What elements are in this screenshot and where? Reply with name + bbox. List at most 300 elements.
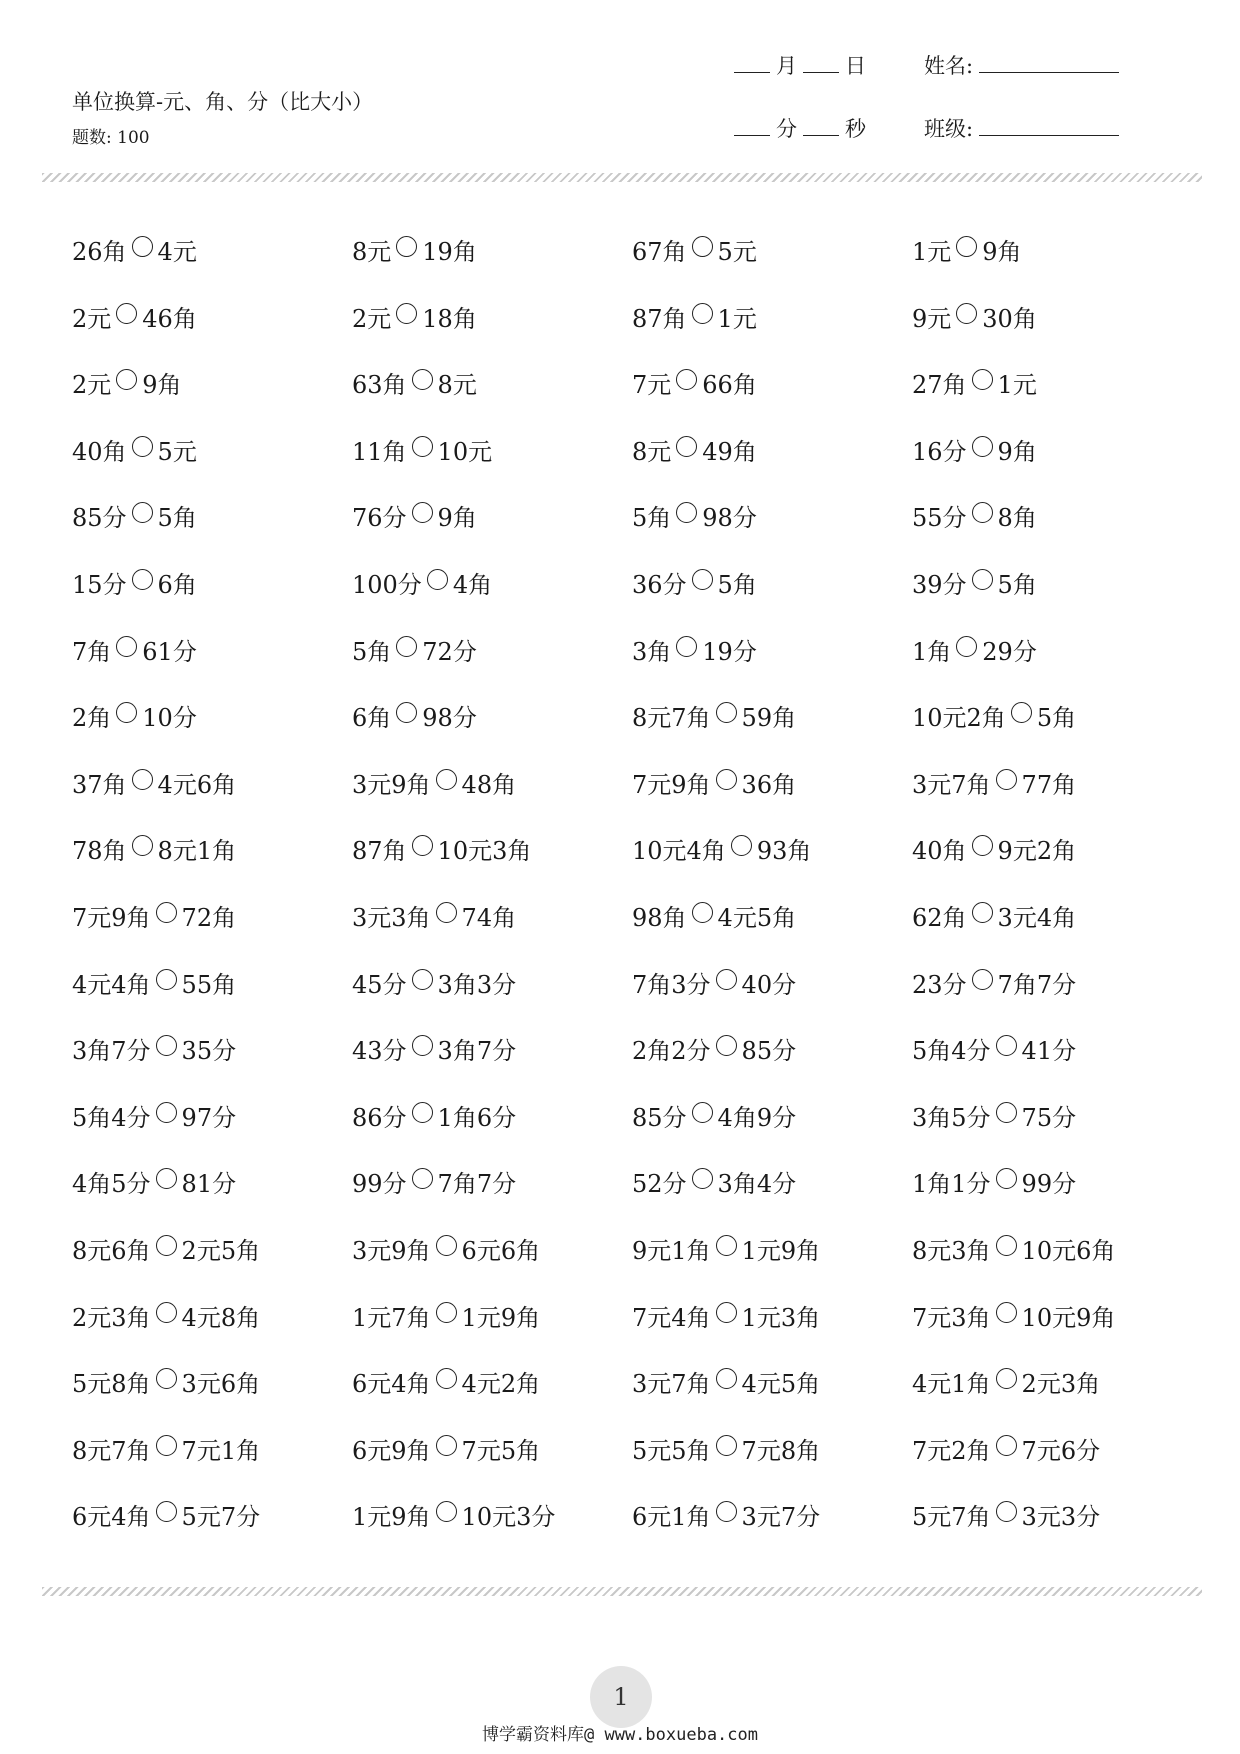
answer-circle[interactable] bbox=[412, 835, 433, 856]
answer-circle[interactable] bbox=[996, 1435, 1017, 1456]
name-field bbox=[924, 50, 1119, 80]
right-amount: 9角 bbox=[437, 504, 477, 533]
answer-circle[interactable] bbox=[716, 1302, 737, 1323]
answer-circle[interactable] bbox=[956, 303, 977, 324]
comparison-problem bbox=[912, 965, 1192, 1032]
answer-circle[interactable] bbox=[996, 1102, 1017, 1123]
left-amount: 3元9角 bbox=[352, 1236, 431, 1265]
left-amount: 15分 bbox=[72, 570, 127, 599]
left-amount: 7元9角 bbox=[72, 903, 151, 932]
right-amount: 6元6角 bbox=[461, 1236, 541, 1265]
comparison-problem bbox=[632, 1497, 912, 1564]
right-amount: 5角 bbox=[1036, 704, 1077, 733]
left-amount: 45分 bbox=[352, 970, 407, 999]
comparison-problem bbox=[72, 498, 352, 565]
answer-circle[interactable] bbox=[156, 1501, 177, 1522]
left-amount: 1角1分 bbox=[912, 1170, 991, 1199]
answer-circle[interactable] bbox=[412, 502, 433, 523]
right-amount: 2元5角 bbox=[181, 1236, 261, 1265]
answer-circle[interactable] bbox=[132, 835, 153, 856]
answer-circle[interactable] bbox=[972, 569, 993, 590]
answer-circle[interactable] bbox=[132, 236, 153, 257]
comparison-problem bbox=[632, 632, 912, 699]
comparison-problem bbox=[632, 831, 912, 898]
right-amount: 5元 bbox=[717, 238, 757, 266]
comparison-problem bbox=[912, 765, 1192, 832]
answer-circle[interactable] bbox=[412, 1168, 433, 1189]
right-amount: 10元 bbox=[437, 437, 493, 466]
comparison-problem bbox=[912, 232, 1192, 299]
left-amount: 7元 bbox=[632, 371, 672, 400]
comparison-problem bbox=[72, 432, 352, 499]
comparison-problem bbox=[72, 299, 352, 366]
answer-circle[interactable] bbox=[412, 436, 433, 457]
left-amount: 6元4角 bbox=[352, 1370, 431, 1399]
answer-circle[interactable] bbox=[396, 236, 417, 257]
left-amount: 8元3角 bbox=[912, 1236, 991, 1265]
answer-circle[interactable] bbox=[396, 702, 417, 723]
right-amount: 3角3分 bbox=[437, 970, 517, 999]
answer-circle[interactable] bbox=[156, 1102, 177, 1123]
right-amount: 36角 bbox=[741, 770, 797, 799]
class-field bbox=[924, 113, 1119, 143]
footer-watermark: 博学霸资料库@ www.boxueba.com bbox=[482, 1725, 758, 1745]
right-amount: 59角 bbox=[741, 704, 797, 733]
left-amount: 2元 bbox=[72, 371, 112, 400]
comparison-problem bbox=[352, 432, 632, 499]
left-amount: 9元1角 bbox=[632, 1236, 711, 1265]
right-amount: 93角 bbox=[756, 837, 812, 866]
time-field bbox=[728, 113, 866, 143]
comparison-problem bbox=[912, 1031, 1192, 1098]
answer-circle[interactable] bbox=[156, 969, 177, 990]
answer-circle[interactable] bbox=[132, 569, 153, 590]
answer-circle[interactable] bbox=[972, 369, 993, 390]
answer-circle[interactable] bbox=[676, 436, 697, 457]
answer-circle[interactable] bbox=[156, 1435, 177, 1456]
answer-circle[interactable] bbox=[436, 1435, 457, 1456]
problem-grid bbox=[72, 232, 1192, 1564]
right-amount: 7元6分 bbox=[1021, 1436, 1101, 1465]
right-amount: 10元3角 bbox=[437, 837, 532, 866]
left-amount: 7角 bbox=[72, 637, 112, 666]
answer-circle[interactable] bbox=[436, 902, 457, 923]
comparison-problem bbox=[912, 1431, 1192, 1498]
comparison-problem bbox=[912, 632, 1192, 699]
comparison-problem bbox=[72, 565, 352, 632]
comparison-problem bbox=[912, 565, 1192, 632]
left-amount: 2元 bbox=[72, 304, 112, 333]
left-amount: 1元 bbox=[912, 238, 952, 266]
comparison-problem bbox=[632, 1031, 912, 1098]
comparison-problem bbox=[72, 632, 352, 699]
right-amount: 10元9角 bbox=[1021, 1303, 1116, 1332]
left-amount: 3角5分 bbox=[912, 1103, 991, 1132]
left-amount: 3元7角 bbox=[632, 1370, 711, 1399]
month-label: 月 bbox=[776, 54, 797, 78]
comparison-problem bbox=[352, 299, 632, 366]
answer-circle[interactable] bbox=[996, 1302, 1017, 1323]
right-amount: 4角9分 bbox=[717, 1103, 797, 1132]
comparison-problem bbox=[72, 698, 352, 765]
right-amount: 2元3角 bbox=[1021, 1370, 1101, 1399]
comparison-problem bbox=[72, 365, 352, 432]
right-amount: 19角 bbox=[422, 238, 477, 266]
answer-circle[interactable] bbox=[996, 769, 1017, 790]
answer-circle[interactable] bbox=[716, 1435, 737, 1456]
answer-circle[interactable] bbox=[436, 1501, 457, 1522]
left-amount: 6元9角 bbox=[352, 1436, 431, 1465]
comparison-problem bbox=[632, 498, 912, 565]
right-amount: 81分 bbox=[181, 1170, 237, 1199]
answer-circle[interactable] bbox=[116, 369, 137, 390]
right-amount: 18角 bbox=[422, 304, 477, 333]
left-amount: 3元7角 bbox=[912, 770, 991, 799]
answer-circle[interactable] bbox=[676, 502, 697, 523]
right-amount: 3元3分 bbox=[1021, 1503, 1101, 1532]
left-amount: 99分 bbox=[352, 1170, 407, 1199]
right-amount: 8元 bbox=[437, 371, 477, 400]
left-amount: 6元1角 bbox=[632, 1503, 711, 1532]
comparison-problem bbox=[912, 1497, 1192, 1564]
left-amount: 2元3角 bbox=[72, 1303, 151, 1332]
answer-circle[interactable] bbox=[716, 1235, 737, 1256]
page-number: 1 bbox=[590, 1666, 652, 1728]
comparison-problem bbox=[912, 365, 1192, 432]
answer-circle[interactable] bbox=[436, 1368, 457, 1389]
left-amount: 1元9角 bbox=[352, 1503, 431, 1532]
comparison-problem bbox=[72, 1031, 352, 1098]
right-amount: 9角 bbox=[982, 238, 1022, 266]
right-amount: 7角7分 bbox=[437, 1170, 517, 1199]
left-amount: 3角 bbox=[632, 637, 672, 666]
comparison-problem bbox=[632, 365, 912, 432]
left-amount: 7元9角 bbox=[632, 770, 711, 799]
right-amount: 85分 bbox=[741, 1037, 797, 1066]
answer-circle[interactable] bbox=[396, 636, 417, 657]
comparison-problem bbox=[912, 432, 1192, 499]
answer-circle[interactable] bbox=[116, 702, 137, 723]
left-amount: 85分 bbox=[72, 504, 127, 533]
right-amount: 74角 bbox=[461, 903, 517, 932]
answer-circle[interactable] bbox=[972, 902, 993, 923]
right-amount: 10元3分 bbox=[461, 1503, 556, 1532]
right-amount: 7角7分 bbox=[997, 970, 1077, 999]
right-amount: 7元5角 bbox=[461, 1436, 541, 1465]
answer-circle[interactable] bbox=[412, 969, 433, 990]
left-amount: 6元4角 bbox=[72, 1503, 151, 1532]
answer-circle[interactable] bbox=[716, 1501, 737, 1522]
worksheet-header bbox=[0, 0, 1240, 180]
right-amount: 1元9角 bbox=[741, 1236, 821, 1265]
comparison-problem bbox=[632, 1431, 912, 1498]
month-blank[interactable] bbox=[734, 71, 770, 73]
left-amount: 5元7角 bbox=[912, 1503, 991, 1532]
answer-circle[interactable] bbox=[972, 969, 993, 990]
answer-circle[interactable] bbox=[116, 303, 137, 324]
comparison-problem bbox=[352, 565, 632, 632]
class-blank[interactable] bbox=[979, 134, 1119, 136]
comparison-problem bbox=[352, 232, 632, 299]
left-amount: 5角4分 bbox=[72, 1103, 151, 1132]
answer-circle[interactable] bbox=[132, 502, 153, 523]
comparison-problem bbox=[352, 1231, 632, 1298]
answer-circle[interactable] bbox=[692, 569, 713, 590]
comparison-problem bbox=[632, 565, 912, 632]
left-amount: 5元8角 bbox=[72, 1370, 151, 1399]
left-amount: 7元3角 bbox=[912, 1303, 991, 1332]
class-label: 班级: bbox=[924, 117, 974, 141]
left-amount: 2元 bbox=[352, 304, 392, 333]
answer-circle[interactable] bbox=[676, 636, 697, 657]
comparison-problem bbox=[352, 698, 632, 765]
comparison-problem bbox=[352, 1164, 632, 1231]
left-amount: 7角3分 bbox=[632, 970, 711, 999]
comparison-problem bbox=[912, 1231, 1192, 1298]
answer-circle[interactable] bbox=[692, 1168, 713, 1189]
right-amount: 48角 bbox=[461, 770, 517, 799]
second-label: 秒 bbox=[845, 117, 866, 141]
right-amount: 1元3角 bbox=[741, 1303, 821, 1332]
right-amount: 98分 bbox=[422, 704, 477, 733]
answer-circle[interactable] bbox=[156, 1302, 177, 1323]
date-field bbox=[728, 50, 866, 80]
left-amount: 10元4角 bbox=[632, 837, 726, 866]
answer-circle[interactable] bbox=[972, 436, 993, 457]
right-amount: 72分 bbox=[422, 637, 477, 666]
answer-circle[interactable] bbox=[436, 1302, 457, 1323]
left-amount: 3元9角 bbox=[352, 770, 431, 799]
right-amount: 4角 bbox=[452, 570, 493, 599]
answer-circle[interactable] bbox=[716, 1368, 737, 1389]
answer-circle[interactable] bbox=[716, 702, 737, 723]
right-amount: 3角7分 bbox=[437, 1037, 517, 1066]
left-amount: 16分 bbox=[912, 437, 967, 466]
comparison-problem bbox=[632, 232, 912, 299]
left-amount: 36分 bbox=[632, 570, 687, 599]
right-amount: 9角 bbox=[997, 437, 1037, 466]
comparison-problem bbox=[912, 1364, 1192, 1431]
answer-circle[interactable] bbox=[956, 236, 977, 257]
left-amount: 87角 bbox=[352, 837, 407, 866]
comparison-problem bbox=[632, 1231, 912, 1298]
right-amount: 41分 bbox=[1021, 1037, 1077, 1066]
second-blank[interactable] bbox=[803, 134, 839, 136]
left-amount: 7元4角 bbox=[632, 1303, 711, 1332]
answer-circle[interactable] bbox=[996, 1168, 1017, 1189]
comparison-problem bbox=[72, 898, 352, 965]
comparison-problem bbox=[72, 831, 352, 898]
left-amount: 62角 bbox=[912, 903, 967, 932]
minute-label: 分 bbox=[776, 117, 797, 141]
answer-circle[interactable] bbox=[692, 236, 713, 257]
answer-circle[interactable] bbox=[996, 1035, 1017, 1056]
day-label: 日 bbox=[845, 54, 866, 78]
comparison-problem bbox=[632, 1098, 912, 1165]
left-amount: 3角7分 bbox=[72, 1037, 151, 1066]
minute-blank[interactable] bbox=[734, 134, 770, 136]
right-amount: 72角 bbox=[181, 903, 237, 932]
comparison-problem bbox=[632, 432, 912, 499]
left-amount: 67角 bbox=[632, 238, 687, 266]
answer-circle[interactable] bbox=[156, 902, 177, 923]
right-amount: 5角 bbox=[157, 504, 197, 533]
left-amount: 4元1角 bbox=[912, 1370, 991, 1399]
comparison-problem bbox=[352, 632, 632, 699]
answer-circle[interactable] bbox=[996, 1501, 1017, 1522]
right-amount: 4元5角 bbox=[741, 1370, 821, 1399]
right-amount: 4元 bbox=[157, 238, 197, 266]
answer-circle[interactable] bbox=[412, 1102, 433, 1123]
left-amount: 8元 bbox=[352, 238, 392, 266]
left-amount: 8元7角 bbox=[632, 704, 711, 733]
answer-circle[interactable] bbox=[156, 1368, 177, 1389]
answer-circle[interactable] bbox=[716, 969, 737, 990]
comparison-problem bbox=[352, 1364, 632, 1431]
right-amount: 19分 bbox=[702, 637, 757, 666]
comparison-problem bbox=[352, 1431, 632, 1498]
left-amount: 52分 bbox=[632, 1170, 687, 1199]
right-amount: 30角 bbox=[982, 304, 1037, 333]
right-amount: 97分 bbox=[181, 1103, 237, 1132]
left-amount: 5元5角 bbox=[632, 1436, 711, 1465]
worksheet-title: 单位换算-元、角、分（比大小） bbox=[72, 90, 374, 114]
left-amount: 5角 bbox=[632, 504, 672, 533]
right-amount: 4元2角 bbox=[461, 1370, 541, 1399]
comparison-problem bbox=[912, 498, 1192, 565]
comparison-problem bbox=[912, 898, 1192, 965]
comparison-problem bbox=[352, 365, 632, 432]
right-amount: 1角6分 bbox=[437, 1103, 517, 1132]
left-amount: 8元6角 bbox=[72, 1236, 151, 1265]
answer-circle[interactable] bbox=[692, 1102, 713, 1123]
left-amount: 26角 bbox=[72, 238, 127, 266]
comparison-problem bbox=[632, 299, 912, 366]
right-amount: 35分 bbox=[181, 1037, 237, 1066]
answer-circle[interactable] bbox=[676, 369, 697, 390]
right-amount: 3元7分 bbox=[741, 1503, 821, 1532]
right-amount: 75分 bbox=[1021, 1103, 1077, 1132]
comparison-problem bbox=[72, 1497, 352, 1564]
comparison-problem bbox=[72, 232, 352, 299]
question-count: 题数: 100 bbox=[72, 128, 150, 148]
right-amount: 3元6角 bbox=[181, 1370, 261, 1399]
comparison-problem bbox=[72, 1231, 352, 1298]
comparison-problem bbox=[72, 1431, 352, 1498]
answer-circle[interactable] bbox=[427, 569, 448, 590]
left-amount: 23分 bbox=[912, 970, 967, 999]
left-amount: 11角 bbox=[352, 437, 407, 466]
answer-circle[interactable] bbox=[412, 369, 433, 390]
name-blank[interactable] bbox=[979, 71, 1119, 73]
comparison-problem bbox=[72, 1298, 352, 1365]
left-amount: 40角 bbox=[912, 837, 967, 866]
comparison-problem bbox=[632, 898, 912, 965]
comparison-problem bbox=[632, 1364, 912, 1431]
right-amount: 8角 bbox=[997, 504, 1037, 533]
right-amount: 1元9角 bbox=[461, 1303, 541, 1332]
answer-circle[interactable] bbox=[132, 436, 153, 457]
answer-circle[interactable] bbox=[996, 1235, 1017, 1256]
comparison-problem bbox=[352, 965, 632, 1032]
answer-circle[interactable] bbox=[716, 1035, 737, 1056]
bottom-divider bbox=[42, 1587, 1202, 1596]
comparison-problem bbox=[352, 1497, 632, 1564]
comparison-problem bbox=[632, 1164, 912, 1231]
answer-circle[interactable] bbox=[692, 902, 713, 923]
answer-circle[interactable] bbox=[972, 502, 993, 523]
right-amount: 5角 bbox=[997, 570, 1037, 599]
comparison-problem bbox=[912, 1098, 1192, 1165]
answer-circle[interactable] bbox=[436, 1235, 457, 1256]
left-amount: 10元2角 bbox=[912, 704, 1006, 733]
answer-circle[interactable] bbox=[716, 769, 737, 790]
left-amount: 63角 bbox=[352, 371, 407, 400]
left-amount: 76分 bbox=[352, 504, 407, 533]
comparison-problem bbox=[72, 965, 352, 1032]
answer-circle[interactable] bbox=[156, 1168, 177, 1189]
left-amount: 5角4分 bbox=[912, 1037, 991, 1066]
day-blank[interactable] bbox=[803, 71, 839, 73]
right-amount: 1元 bbox=[717, 304, 757, 333]
comparison-problem bbox=[912, 831, 1192, 898]
left-amount: 40角 bbox=[72, 437, 127, 466]
left-amount: 7元2角 bbox=[912, 1436, 991, 1465]
name-label: 姓名: bbox=[924, 54, 974, 78]
right-amount: 49角 bbox=[702, 437, 757, 466]
right-amount: 9角 bbox=[142, 371, 182, 400]
left-amount: 3元3角 bbox=[352, 903, 431, 932]
comparison-problem bbox=[352, 1298, 632, 1365]
left-amount: 2角2分 bbox=[632, 1037, 711, 1066]
comparison-problem bbox=[632, 1298, 912, 1365]
left-amount: 39分 bbox=[912, 570, 967, 599]
comparison-problem bbox=[632, 965, 912, 1032]
left-amount: 86分 bbox=[352, 1103, 407, 1132]
comparison-problem bbox=[72, 1098, 352, 1165]
answer-circle[interactable] bbox=[412, 1035, 433, 1056]
answer-circle[interactable] bbox=[156, 1035, 177, 1056]
answer-circle[interactable] bbox=[972, 835, 993, 856]
answer-circle[interactable] bbox=[156, 1235, 177, 1256]
answer-circle[interactable] bbox=[1011, 702, 1032, 723]
answer-circle[interactable] bbox=[436, 769, 457, 790]
right-amount: 8元1角 bbox=[157, 837, 237, 866]
answer-circle[interactable] bbox=[731, 835, 752, 856]
comparison-problem bbox=[912, 1164, 1192, 1231]
answer-circle[interactable] bbox=[956, 636, 977, 657]
left-amount: 8元 bbox=[632, 437, 672, 466]
left-amount: 8元7角 bbox=[72, 1436, 151, 1465]
left-amount: 100分 bbox=[352, 570, 422, 599]
right-amount: 5元7分 bbox=[181, 1503, 261, 1532]
comparison-problem bbox=[352, 765, 632, 832]
right-amount: 1元 bbox=[997, 371, 1037, 400]
answer-circle[interactable] bbox=[396, 303, 417, 324]
comparison-problem bbox=[72, 1164, 352, 1231]
right-amount: 46角 bbox=[142, 304, 197, 333]
left-amount: 1角 bbox=[912, 637, 952, 666]
answer-circle[interactable] bbox=[692, 303, 713, 324]
answer-circle[interactable] bbox=[996, 1368, 1017, 1389]
left-amount: 6角 bbox=[352, 704, 392, 733]
comparison-problem bbox=[352, 1031, 632, 1098]
right-amount: 10元6角 bbox=[1021, 1236, 1116, 1265]
answer-circle[interactable] bbox=[116, 636, 137, 657]
answer-circle[interactable] bbox=[132, 769, 153, 790]
right-amount: 10分 bbox=[142, 704, 197, 733]
left-amount: 98角 bbox=[632, 903, 687, 932]
